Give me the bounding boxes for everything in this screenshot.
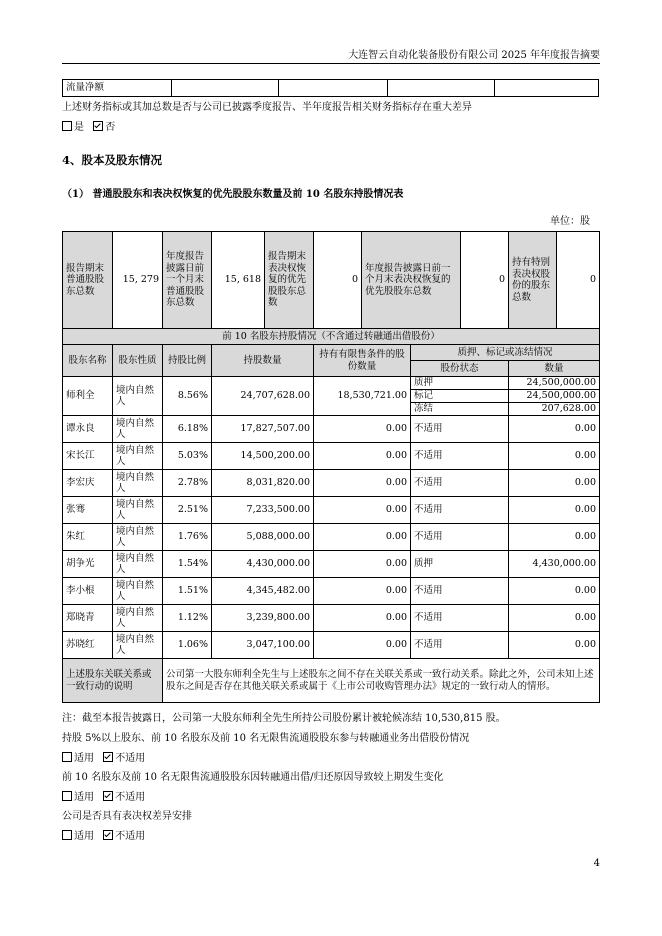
checkbox-applicable[interactable] [62, 752, 72, 762]
pledge-status: 质押 [411, 377, 509, 390]
shareholder-ratio: 5.03% [163, 443, 212, 470]
table-row [63, 377, 600, 390]
header-pledge: 质押、标记或冻结情况 [411, 345, 600, 361]
cell-empty [279, 80, 388, 97]
running-header: 大连智云自动化装备股份有限公司 2025 年年度报告摘要 [348, 50, 600, 61]
pledge-status: 冻结 [411, 403, 509, 416]
shareholder-name: 师利全 [63, 377, 113, 416]
shareholder-ratio: 1.06% [163, 632, 212, 659]
top10-title: 前 10 名股东持股情况（不含通过转融通出借股份） [63, 329, 600, 345]
shareholder-nature: 境内自然人 [113, 524, 163, 551]
shareholder-name: 张骞 [63, 497, 113, 524]
checkbox-no[interactable] [93, 121, 103, 131]
summary-value-2: 15, 618 [212, 232, 265, 329]
pledge-status: 不适用 [411, 443, 509, 470]
subsection-title: （1） 普通股股东和表决权恢复的优先股股东数量及前 10 名股东持股情况表 [62, 189, 404, 200]
shareholder-ratio: 1.51% [163, 578, 212, 605]
shareholder-nature: 境内自然人 [113, 632, 163, 659]
table-row [63, 497, 600, 524]
note-change: 前 10 名股东及前 10 名无限售流通股股东因转融通出借/归还原因导致较上期发生变化 [62, 772, 444, 783]
pledge-amount: 0.00 [509, 524, 600, 551]
checkbox-applicable[interactable] [62, 830, 72, 840]
relation-label: 上述股东关联关系或一致行动的说明 [63, 659, 163, 703]
shareholder-qty: 14,500,200.00 [212, 443, 314, 470]
header-amount: 数量 [509, 361, 600, 377]
pledge-status: 质押 [411, 551, 509, 578]
cashflow-table-fragment [62, 79, 599, 97]
summary-row [63, 232, 600, 329]
shareholder-qty: 3,239,800.00 [212, 605, 314, 632]
shareholder-qty: 17,827,507.00 [212, 416, 314, 443]
table-row [63, 470, 600, 497]
shareholder-restricted: 0.00 [314, 632, 411, 659]
pledge-status: 不适用 [411, 578, 509, 605]
shareholder-ratio: 2.78% [163, 470, 212, 497]
pledge-amount: 24,500,000.00 [509, 377, 600, 390]
table-row [63, 524, 600, 551]
pledge-amount: 0.00 [509, 470, 600, 497]
option-not-applicable-label: 不适用 [115, 792, 146, 803]
shareholder-restricted: 0.00 [314, 524, 411, 551]
checkbox-not-applicable[interactable] [103, 830, 113, 840]
summary-label-5: 持有特别表决权股份的股东总数 [509, 232, 557, 329]
summary-value-5: 0 [557, 232, 600, 329]
checkbox-yes[interactable] [62, 121, 72, 131]
summary-label-4: 年度报告披露日前一个月末表决权恢复的优先股股东总数 [362, 232, 461, 329]
shareholder-qty: 4,430,000.00 [212, 551, 314, 578]
pledge-status: 标记 [411, 390, 509, 403]
shareholder-ratio: 6.18% [163, 416, 212, 443]
pledge-amount: 0.00 [509, 632, 600, 659]
shareholder-restricted: 18,530,721.00 [314, 377, 411, 416]
shareholder-restricted: 0.00 [314, 551, 411, 578]
pledge-status: 不适用 [411, 416, 509, 443]
option-applicable-label: 适用 [74, 753, 94, 764]
summary-value-1: 15, 279 [113, 232, 163, 329]
difference-question: 上述财务指标或其加总数是否与公司已披露季度报告、半年度报告相关财务指标存在重大差异 [62, 102, 472, 113]
summary-label-2: 年度报告披露日前一个月末普通股股东总数 [163, 232, 212, 329]
note-lending-options [62, 752, 145, 765]
shareholder-restricted: 0.00 [314, 416, 411, 443]
header-qty: 持股数量 [212, 345, 314, 377]
shareholder-name: 朱红 [63, 524, 113, 551]
option-yes-label: 是 [74, 122, 84, 133]
table-row [63, 551, 600, 578]
note-lending: 持股 5%以上股东、前 10 名股东及前 10 名无限售流通股股东参与转融通业务出借股份情况 [62, 733, 470, 744]
shareholder-nature: 境内自然人 [113, 497, 163, 524]
header-status: 股份状态 [411, 361, 509, 377]
note-change-options [62, 791, 145, 804]
shareholder-name: 李宏庆 [63, 470, 113, 497]
option-applicable-label: 适用 [74, 792, 94, 803]
checkbox-not-applicable[interactable] [103, 752, 113, 762]
shareholder-name: 苏晓红 [63, 632, 113, 659]
note-voting-options [62, 830, 145, 843]
shareholder-table [62, 231, 600, 703]
shareholder-restricted: 0.00 [314, 443, 411, 470]
table-row [63, 443, 600, 470]
shareholder-nature: 境内自然人 [113, 551, 163, 578]
pledge-status: 不适用 [411, 632, 509, 659]
section-title: 4、股本及股东情况 [62, 153, 163, 167]
shareholder-nature: 境内自然人 [113, 470, 163, 497]
cell-empty [388, 80, 495, 97]
shareholder-ratio: 1.12% [163, 605, 212, 632]
shareholder-ratio: 1.54% [163, 551, 212, 578]
header-nature: 股东性质 [113, 345, 163, 377]
shareholder-name: 宋长江 [63, 443, 113, 470]
shareholder-nature: 境内自然人 [113, 578, 163, 605]
shareholder-nature: 境内自然人 [113, 443, 163, 470]
shareholder-qty: 5,088,000.00 [212, 524, 314, 551]
option-not-applicable-label: 不适用 [115, 831, 146, 842]
pledge-amount: 0.00 [509, 443, 600, 470]
pledge-status: 不适用 [411, 470, 509, 497]
shareholder-restricted: 0.00 [314, 470, 411, 497]
table-row [63, 605, 600, 632]
pledge-amount: 0.00 [509, 497, 600, 524]
shareholder-nature: 境内自然人 [113, 416, 163, 443]
relation-row [63, 659, 600, 703]
shareholder-ratio: 2.51% [163, 497, 212, 524]
shareholder-restricted: 0.00 [314, 497, 411, 524]
checkbox-applicable[interactable] [62, 791, 72, 801]
cell-empty [495, 80, 599, 97]
shareholder-qty: 7,233,500.00 [212, 497, 314, 524]
note-freeze: 注：截至本报告披露日，公司第一大股东师利全先生所持公司股份累计被轮候冻结 10,530,815 股。 [62, 713, 506, 724]
shareholder-name: 李小根 [63, 578, 113, 605]
option-not-applicable-label: 不适用 [115, 753, 146, 764]
shareholder-nature: 境内自然人 [113, 377, 163, 416]
checkbox-not-applicable[interactable] [103, 791, 113, 801]
summary-value-4: 0 [461, 232, 509, 329]
header-ratio: 持股比例 [163, 345, 212, 377]
shareholder-name: 郑晓青 [63, 605, 113, 632]
pledge-amount: 0.00 [509, 416, 600, 443]
table-row [63, 632, 600, 659]
relation-text: 公司第一大股东师利全先生与上述股东之间不存在关联关系或一致行动关系。除此之外，公司未知上述股东之间是否存在其他关联关系或属于《上市公司收购管理办法》规定的一致行动人的情形。 [163, 659, 600, 703]
shareholder-name: 谭永良 [63, 416, 113, 443]
difference-options [62, 121, 115, 134]
shareholder-restricted: 0.00 [314, 605, 411, 632]
unit-label: 单位：股 [550, 216, 590, 227]
page-number: 4 [593, 858, 600, 869]
shareholder-nature: 境内自然人 [113, 605, 163, 632]
shareholder-qty: 8,031,820.00 [212, 470, 314, 497]
shareholder-ratio: 8.56% [163, 377, 212, 416]
pledge-amount: 0.00 [509, 605, 600, 632]
shareholder-restricted: 0.00 [314, 578, 411, 605]
shareholder-name: 胡争光 [63, 551, 113, 578]
note-voting: 公司是否具有表决权差异安排 [62, 811, 192, 822]
pledge-status: 不适用 [411, 524, 509, 551]
shareholder-ratio: 1.76% [163, 524, 212, 551]
summary-label-3: 报告期末表决权恢复的优先股股东总数 [265, 232, 314, 329]
summary-value-3: 0 [314, 232, 362, 329]
header-divider [62, 63, 600, 64]
pledge-amount: 24,500,000.00 [509, 390, 600, 403]
option-applicable-label: 适用 [74, 831, 94, 842]
pledge-amount: 207,628.00 [509, 403, 600, 416]
shareholder-qty: 24,707,628.00 [212, 377, 314, 416]
option-no-label: 否 [105, 122, 116, 133]
row-label: 流量净额 [63, 80, 172, 97]
table-row [63, 416, 600, 443]
pledge-status: 不适用 [411, 605, 509, 632]
pledge-amount: 0.00 [509, 578, 600, 605]
table-row [63, 578, 600, 605]
pledge-amount: 4,430,000.00 [509, 551, 600, 578]
header-restricted: 持有有限售条件的股份数量 [314, 345, 411, 377]
cell-empty [172, 80, 279, 97]
pledge-status: 不适用 [411, 497, 509, 524]
shareholder-qty: 3,047,100.00 [212, 632, 314, 659]
header-name: 股东名称 [63, 345, 113, 377]
summary-label-1: 报告期末普通股股东总数 [63, 232, 113, 329]
shareholder-qty: 4,345,482.00 [212, 578, 314, 605]
